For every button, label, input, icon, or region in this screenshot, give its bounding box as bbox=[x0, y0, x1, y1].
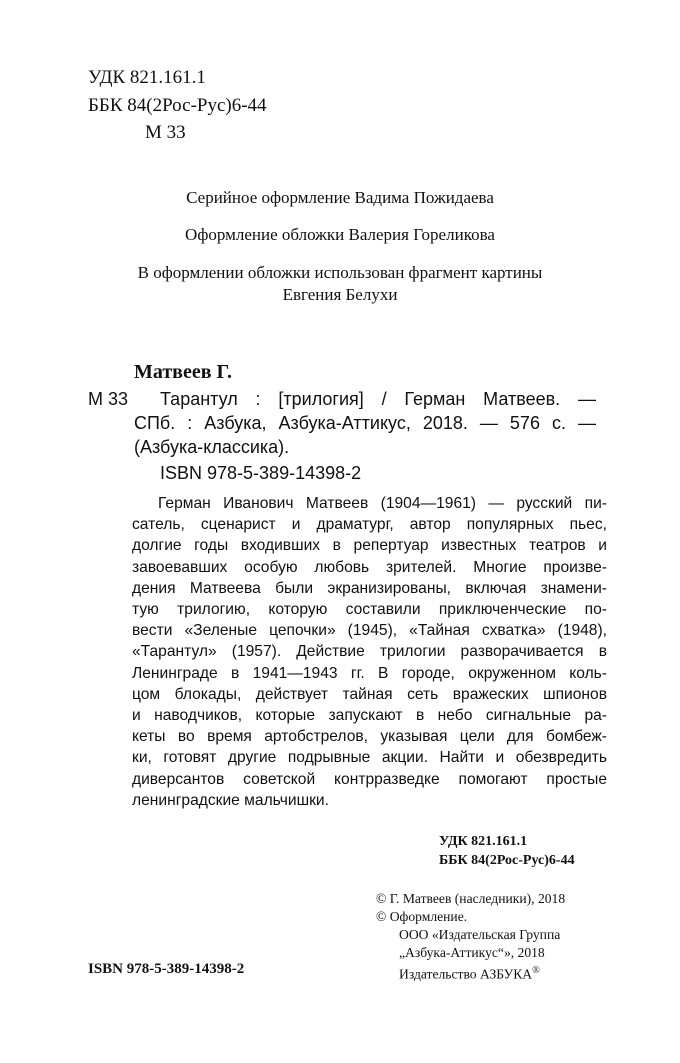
series-design-credit: Серийное оформление Вадима Пожидаева bbox=[186, 188, 494, 207]
title-line-3: (Азбука-классика). bbox=[134, 437, 290, 457]
bbk-code-bottom: ББК 84(2Рос-Рус)6-44 bbox=[439, 853, 575, 868]
cover-art-credit-line2: Евгения Белухи bbox=[282, 285, 398, 304]
annotation-line: тую трилогию, которую составили приключенческие по- bbox=[132, 601, 607, 619]
cover-design-credit: Оформление обложки Валерия Гореликова bbox=[185, 225, 495, 244]
annotation-line: Ленинграде в 1941—1943 гг. В городе, окруженном коль- bbox=[132, 664, 607, 682]
annotation-line: завоевавших особую любовь зрителей. Многие произве- bbox=[132, 558, 607, 576]
annotation-line: цом блокады, действует тайная сеть вражеских шпионов bbox=[132, 685, 607, 703]
annotation-line: вести «Зеленые цепочки» (1945), «Тайная схватка» (1948), bbox=[132, 622, 607, 640]
annotation-line: Герман Иванович Матвеев (1904—1961) — русский пи- bbox=[158, 495, 607, 512]
bbk-code-top: ББК 84(2Рос-Рус)6-44 bbox=[88, 95, 267, 116]
udk-code-top: УДК 821.161.1 bbox=[88, 67, 206, 88]
isbn-record: ISBN 978-5-389-14398-2 bbox=[160, 463, 362, 483]
copyright-publisher-line2: „Азбука-Аттикус“», 2018 bbox=[399, 945, 545, 960]
annotation-line: «Тарантул» (1957). Действие трилогии разворачивается в bbox=[132, 643, 607, 661]
annotation-line: долгие годы входивших в репертуар известных театров и bbox=[132, 537, 607, 555]
annotation-line: диверсантов советской контрразведке помогают простые bbox=[132, 770, 607, 788]
annotation-line: сатель, сценарист и драматург, автор популярных пьес, bbox=[132, 516, 607, 534]
annotation-line: ленинградские мальчишки. bbox=[132, 791, 329, 809]
registered-mark: ® bbox=[532, 965, 540, 976]
cover-art-credit-line1: В оформлении обложки использован фрагмент картины bbox=[137, 263, 543, 282]
annotation-line: кеты во время артобстрелов, указывая цели для бомбеж- bbox=[132, 728, 607, 746]
annotation bbox=[132, 493, 607, 811]
author-heading: Матвеев Г. bbox=[134, 361, 233, 383]
copyright-author: © Г. Матвеев (наследники), 2018 bbox=[376, 891, 566, 906]
annotation-line: и наводчиков, которые запускают в небо сигнальные ра- bbox=[132, 707, 607, 725]
publisher-name: Издательство АЗБУКА bbox=[399, 966, 533, 982]
title-line-2: СПб. : Азбука, Азбука-Аттикус, 2018. — 576 с. — bbox=[134, 413, 596, 433]
title-line-1: Тарантул : [трилогия] / Герман Матвеев. — bbox=[160, 389, 596, 409]
udk-code-bottom: УДК 821.161.1 bbox=[439, 834, 528, 849]
annotation-line: дения Матвеева были экранизированы, включая знамени- bbox=[132, 579, 607, 597]
copyright-publisher-line3 bbox=[399, 962, 540, 983]
author-sign: М 33 bbox=[88, 389, 129, 409]
copyright-publisher-line1: ООО «Издательская Группа bbox=[399, 927, 561, 942]
author-sign-top: М 33 bbox=[145, 122, 186, 143]
isbn-bottom: ISBN 978-5-389-14398-2 bbox=[88, 961, 245, 977]
copyright-design: © Оформление. bbox=[376, 909, 468, 924]
annotation-line: ки, готовят другие подрывные акции. Найти и обезвредить bbox=[132, 749, 607, 767]
